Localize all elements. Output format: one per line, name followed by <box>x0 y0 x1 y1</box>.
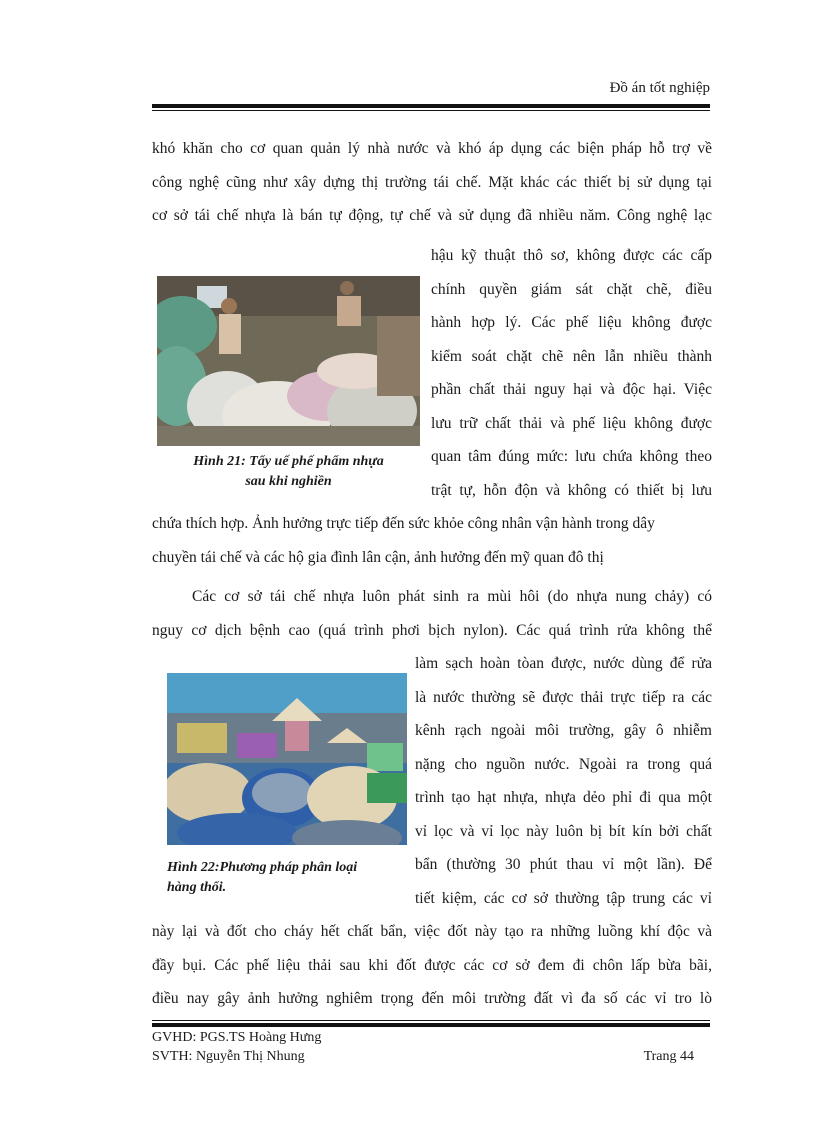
header-rule-thin <box>152 110 710 111</box>
figure-21-caption <box>157 452 420 492</box>
text-line: công nghệ cũng như xây dựng thị trường tái chế. Mặt khác các thiết bị sử dụng tại <box>152 173 712 191</box>
text-line: khó khăn cho cơ quan quản lý nhà nước và khó áp dụng các biện pháp hỗ trợ về <box>152 140 712 157</box>
text-line: nguy cơ dịch bệnh cao (quá trình phơi bịch nylon). Các quá trình rửa không thể <box>152 621 712 639</box>
caption-line: Hình 22:Phương pháp phân loại <box>167 860 358 875</box>
text-line: Các cơ sở tái chế nhựa luôn phát sinh ra mùi hôi (do nhựa nung chảy) có <box>192 588 712 605</box>
paragraph-intro <box>152 132 712 233</box>
text-line: chứa thích hợp. Ảnh hưởng trực tiếp đến sức khỏe công nhân vận hành trong dây <box>152 515 655 532</box>
paragraph-health-impact <box>152 507 712 574</box>
text-line: tiết kiệm, các cơ sở thường tập trung các vỉ <box>415 889 712 907</box>
text-line: chính quyền giám sát chặt chẽ, điều <box>431 280 712 298</box>
text-line: kiểm soát chặt chẽ nên lẫn nhiều thành <box>431 347 712 365</box>
photo-plastic-sorting <box>167 673 407 845</box>
text-line: chuyền tái chế và các hộ gia đình lân cận, ảnh hưởng đến mỹ quan đô thị <box>152 548 604 566</box>
document-header-title: Đồ án tốt nghiệp <box>609 80 710 96</box>
figure-21-image <box>157 276 420 446</box>
paragraph-odor <box>152 580 712 647</box>
photo-plastic-sacks <box>157 276 420 446</box>
text-line: đầy bụi. Các phế liệu thải sau khi đốt được các cơ sở đem đi chôn lấp bừa bãi, <box>152 956 712 974</box>
footer-page-number: Trang 44 <box>643 1049 694 1064</box>
text-line: hành hợp lý. Các phế liệu không được <box>431 314 712 331</box>
text-line: bẩn (thường 30 phút thau vỉ một lần). Để <box>415 856 712 873</box>
text-line: cơ sở tái chế nhựa là bán tự động, tự chế và sử dụng đã nhiều năm. Công nghệ lạc <box>152 207 712 224</box>
text-line: là nước thường sẽ được thải trực tiếp ra các <box>415 688 712 706</box>
text-line: hậu kỹ thuật thô sơ, không được các cấp <box>431 247 712 264</box>
footer-rule-thick <box>152 1023 710 1027</box>
caption-line: Hình 21: Tẩy uế phế phẩm nhựa <box>193 454 384 469</box>
text-line: này lại và đốt cho cháy hết chất bẩn, việc đốt này tạo ra những luồng khí độc và <box>152 923 712 940</box>
paragraph-burning <box>152 915 712 1016</box>
footer-supervisor: GVHD: PGS.TS Hoàng Hưng <box>152 1030 322 1045</box>
text-line: phần chất thải nguy hại và độc hại. Việc <box>431 381 712 398</box>
text-line: quan tâm đúng mức: lưu chứa không theo <box>431 448 712 465</box>
text-line: lưu trữ chất thải và phế liệu không được <box>431 414 712 432</box>
text-line: điều nay gây ảnh hưởng nghiêm trọng đến môi trường đất vì đa số các vỉ tro lò <box>152 990 712 1007</box>
footer-student: SVTH: Nguyễn Thị Nhung <box>152 1049 305 1064</box>
paragraph-beside-figure-22 <box>415 647 712 915</box>
text-line: trật tự, hỗn độn và không có thiết bị lưu <box>431 481 712 499</box>
paragraph-beside-figure-21 <box>431 239 712 507</box>
text-line: kênh rạch ngoài môi trường, gây ô nhiễm <box>415 722 712 739</box>
figure-22-image <box>167 673 407 845</box>
header-rule-thick <box>152 104 710 108</box>
text-line: trình tạo hạt nhựa, nhựa dẻo phỉ đi qua một <box>415 789 712 806</box>
figure-22-caption <box>167 858 407 898</box>
text-line: vỉ lọc và vỉ lọc này luôn bị bít kín bởi chất <box>415 822 712 840</box>
footer-rule-thin <box>152 1020 710 1021</box>
text-line: làm sạch hoàn tòan được, nước dùng để rửa <box>415 655 712 672</box>
caption-line: sau khi nghiền <box>245 474 332 489</box>
caption-line: hàng thổi. <box>167 880 227 895</box>
text-line: nặng cho nguồn nước. Ngoài ra trong quá <box>415 755 712 773</box>
